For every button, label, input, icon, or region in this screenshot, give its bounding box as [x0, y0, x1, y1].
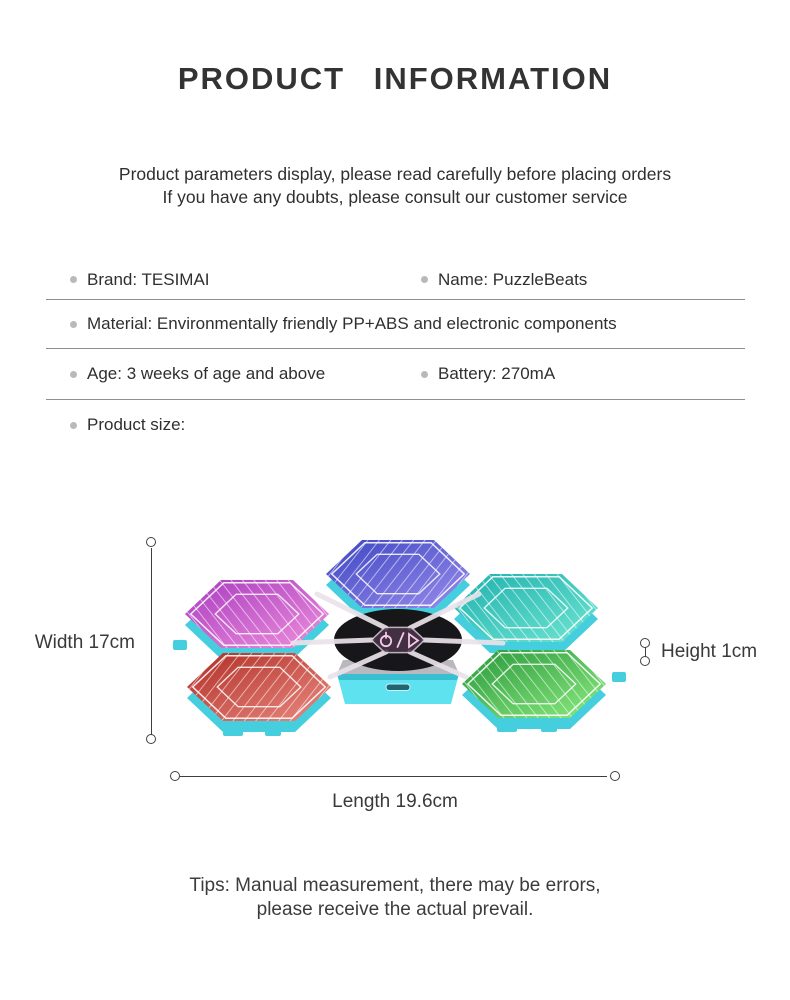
- intro-text: [0, 163, 790, 209]
- spec-row-age-battery: [46, 349, 745, 400]
- length-dimension-line: [180, 776, 607, 777]
- height-dimension-endpoint-top: [640, 638, 650, 648]
- page-title: PRODUCT INFORMATION: [177, 61, 613, 96]
- tips-line-2: please receive the actual prevail.: [256, 899, 534, 920]
- spec-cell-size: [70, 400, 185, 450]
- spec-text-battery: Battery: 270mA: [438, 364, 556, 383]
- width-dimension-endpoint-top: [146, 537, 156, 547]
- length-dimension-label: Length 19.6cm: [332, 791, 458, 812]
- width-dimension-line: [151, 548, 152, 735]
- bullet-icon: [70, 371, 77, 378]
- bullet-icon: [70, 276, 77, 283]
- tips-text: [0, 874, 790, 922]
- spec-cell-material: [70, 300, 617, 348]
- spec-row-brand-name: [46, 260, 745, 300]
- bullet-icon: [421, 371, 428, 378]
- spec-table: [46, 260, 745, 450]
- spec-cell-battery: [421, 349, 555, 399]
- length-dimension-endpoint-right: [610, 771, 620, 781]
- bullet-icon: [70, 422, 77, 429]
- length-dimension-endpoint-left: [170, 771, 180, 781]
- puzzlebeats-device: [165, 520, 645, 745]
- width-dimension-label: Width 17cm: [34, 632, 135, 653]
- height-dimension-label: Height 1cm: [661, 641, 758, 662]
- spec-cell-name: [421, 260, 587, 299]
- spec-cell-age: [70, 349, 325, 399]
- spec-row-material: [46, 300, 745, 349]
- spec-text-age: Age: 3 weeks of age and above: [87, 364, 326, 383]
- spec-text-brand: Brand: TESIMAI: [87, 269, 210, 289]
- height-dimension-endpoint-bottom: [640, 656, 650, 666]
- spec-text-material: Material: Environmentally friendly PP+ABS and electronic components: [87, 314, 617, 333]
- device-front-edge: [337, 674, 459, 680]
- spec-row-size: [46, 400, 745, 450]
- width-dimension-endpoint-bottom: [146, 734, 156, 744]
- bullet-icon: [70, 321, 77, 328]
- product-image: [165, 520, 645, 745]
- intro-line-2: If you have any doubts, please consult our customer service: [162, 187, 628, 207]
- tips-line-1: Tips: Manual measurement, there may be errors,: [189, 875, 601, 896]
- spec-text-name: Name: PuzzleBeats: [438, 269, 588, 289]
- charge-port: [386, 684, 410, 691]
- intro-line-1: Product parameters display, please read carefully before placing orders: [118, 164, 672, 184]
- spec-text-size: Product size:: [87, 415, 186, 434]
- spec-cell-brand: [70, 260, 210, 299]
- bullet-icon: [421, 276, 428, 283]
